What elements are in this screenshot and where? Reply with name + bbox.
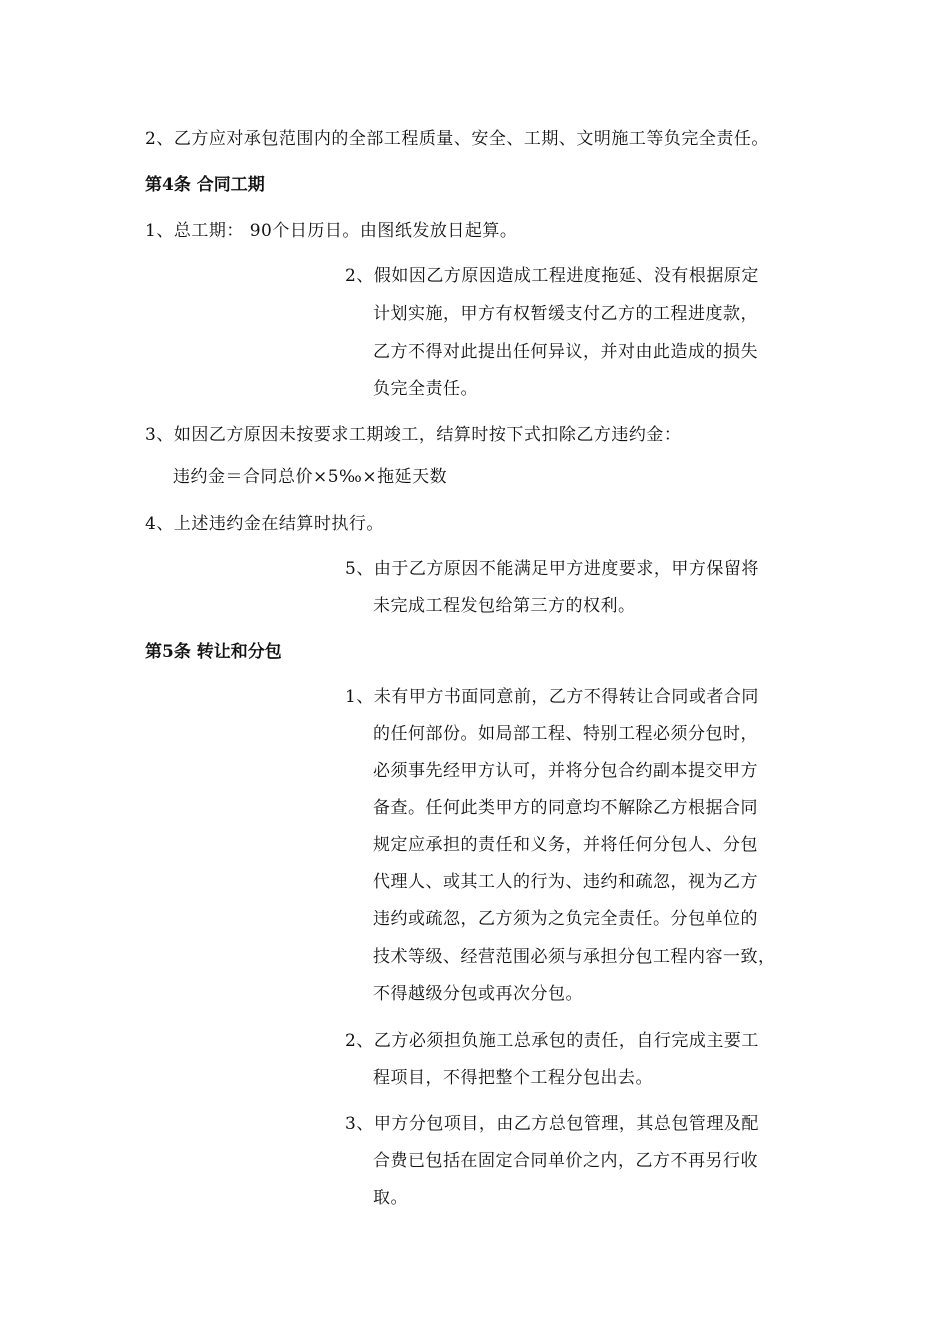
clause-3-item-2: 2、乙方应对承包范围内的全部工程质量、安全、工期、文明施工等负完全责任。	[145, 129, 769, 149]
article-5-item-1-line-1: 1、未有甲方书面同意前，乙方不得转让合同或者合同	[345, 687, 759, 707]
article-5-item-1-line-9: 不得越级分包或再次分包。	[373, 984, 583, 1004]
article-5-item-1-line-6: 代理人、或其工人的行为、违约和疏忽，视为乙方	[373, 872, 758, 892]
article-5-item-1-line-2: 的任何部份。如局部工程、特别工程必须分包时，	[373, 724, 758, 744]
article-5-item-1-line-3: 必须事先经甲方认可，并将分包合约副本提交甲方	[373, 761, 758, 781]
article-4-item-5-line-2: 未完成工程发包给第三方的权利。	[373, 596, 636, 616]
article-4-item-2-line-1: 2、假如因乙方原因造成工程进度拖延、没有根据原定	[345, 266, 759, 286]
article-5-item-2-line-1: 2、乙方必须担负施工总承包的责任，自行完成主要工	[345, 1031, 759, 1051]
article-5-item-1-line-4: 备查。任何此类甲方的同意均不解除乙方根据合同	[373, 798, 758, 818]
article-5-item-1-line-5: 规定应承担的责任和义务，并将任何分包人、分包	[373, 835, 758, 855]
article-4-item-2-line-3: 乙方不得对此提出任何异议，并对由此造成的损失	[373, 342, 758, 362]
article-5-heading: 第5条 转让和分包	[145, 642, 282, 662]
article-5-item-1-line-7: 违约或疏忽，乙方须为之负完全责任。分包单位的	[373, 909, 758, 929]
article-4-item-2-line-4: 负完全责任。	[373, 379, 478, 399]
article-4-item-5-line-1: 5、由于乙方原因不能满足甲方进度要求，甲方保留将	[345, 559, 759, 579]
article-4-item-3: 3、如因乙方原因未按要求工期竣工，结算时按下式扣除乙方违约金：	[145, 425, 682, 445]
article-4-heading: 第4条 合同工期	[145, 175, 265, 195]
article-5-item-3-line-2: 合费已包括在固定合同单价之内，乙方不再另行收	[373, 1151, 758, 1171]
article-5-item-2-line-2: 程项目，不得把整个工程分包出去。	[373, 1068, 653, 1088]
article-5-item-3-line-3: 取。	[373, 1188, 408, 1208]
article-4-item-2-line-2: 计划实施，甲方有权暂缓支付乙方的工程进度款，	[373, 304, 758, 324]
article-4-item-4: 4、上述违约金在结算时执行。	[145, 514, 384, 534]
article-4-item-1: 1、总工期： 90个日历日。由图纸发放日起算。	[145, 221, 518, 241]
article-5-item-1-line-8: 技术等级、经营范围必须与承担分包工程内容一致，	[373, 947, 776, 967]
article-5-item-3-line-1: 3、甲方分包项目，由乙方总包管理，其总包管理及配	[345, 1114, 759, 1134]
penalty-formula: 违约金＝合同总价×5‰×拖延天数	[173, 467, 448, 487]
